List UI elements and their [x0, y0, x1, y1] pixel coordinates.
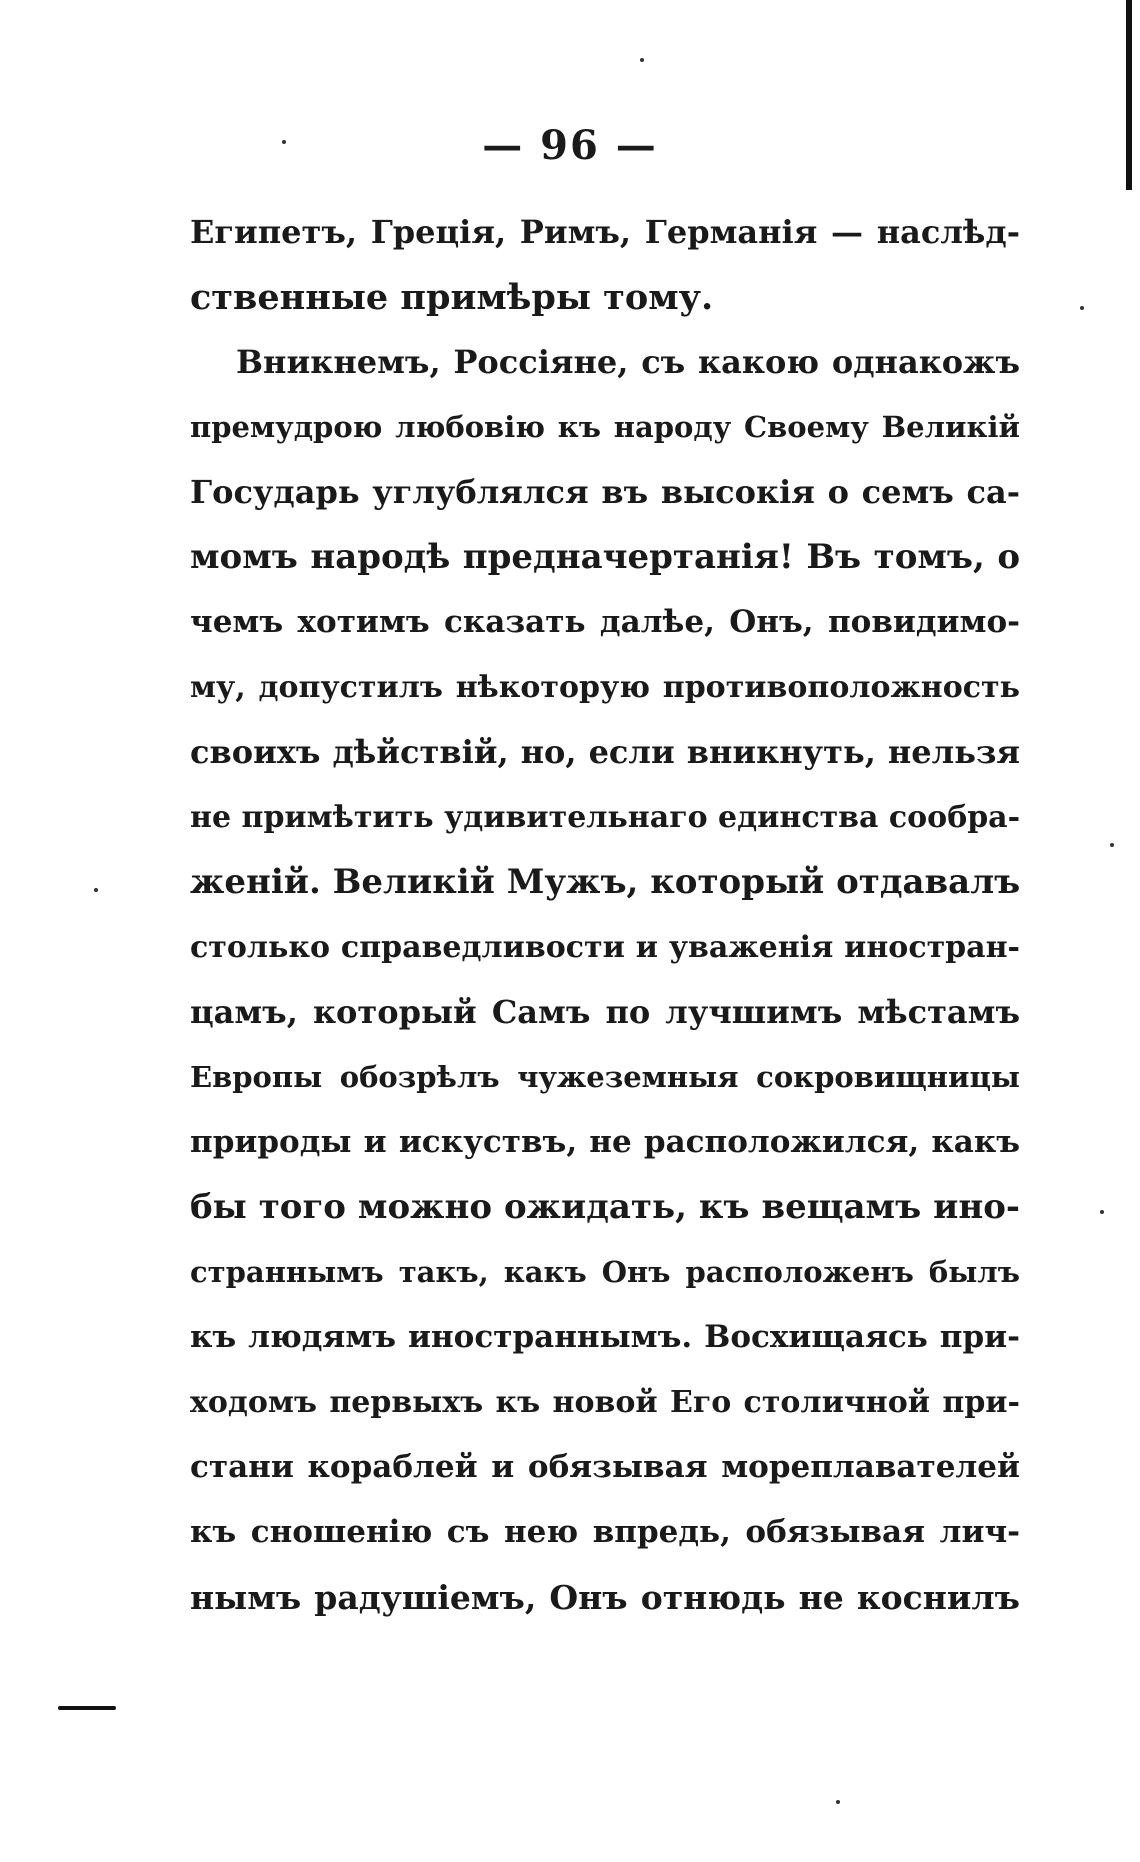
- text-line: бы того можно ожидать, къ вещамъ ино-: [190, 1187, 1020, 1227]
- text-line: ходомъ первыхъ къ новой Его столичной при-: [190, 1385, 1020, 1420]
- text-line: чемъ хотимъ сказать далѣе, Онъ, повидимо-: [190, 604, 1020, 640]
- print-speck: [1110, 843, 1114, 847]
- print-speck: [94, 888, 98, 892]
- text-line: премудрою любовію къ народу Своему Великій: [190, 410, 1020, 444]
- body-text: [190, 200, 1020, 1630]
- margin-mark: [58, 1706, 116, 1710]
- text-line: природы и искуствъ, не расположился, какъ: [190, 1124, 1020, 1160]
- page-number: — 96 —: [482, 122, 658, 169]
- text-line: цамъ, который Самъ по лучшимъ мѣстамъ: [190, 993, 1020, 1031]
- text-line: своихъ дѣйствій, но, если вникнуть, нельзя: [190, 733, 1020, 771]
- print-speck: [836, 1800, 840, 1804]
- text-line: не примѣтить удивительнаго единства сообра-: [190, 800, 1021, 835]
- text-line: му, допустилъ нѣкоторую противоположность: [190, 670, 1020, 705]
- text-line: столько справедливости и уваженія иностран-: [190, 930, 1020, 965]
- text-line: стани кораблей и обязывая мореплавателей: [190, 1449, 1020, 1485]
- print-speck: [1080, 306, 1084, 310]
- print-speck: [1100, 1210, 1104, 1214]
- text-line: женій. Великій Мужъ, который отдавалъ: [190, 862, 1021, 902]
- text-line: ственные примѣры тому.: [190, 277, 714, 318]
- text-line: Египетъ, Греція, Римъ, Германія — наслѣд-: [190, 213, 1020, 251]
- text-line: нымъ радушіемъ, Онъ отнюдь не коснилъ: [190, 1578, 1020, 1617]
- text-line: Вникнемъ, Россіяне, съ какою однакожъ: [236, 343, 1020, 381]
- text-line: къ сношенію съ нею впредь, обязывая лич-: [190, 1514, 1020, 1550]
- text-line: страннымъ такъ, какъ Онъ расположенъ былъ: [190, 1255, 1020, 1289]
- text-line: момъ народѣ предначертанія! Въ томъ, о: [190, 537, 1020, 577]
- text-line: Государь углублялся въ высокія о семъ са-: [190, 473, 1020, 511]
- text-line: къ людямъ иностраннымъ. Восхищаясь при-: [190, 1319, 1020, 1355]
- print-speck: [640, 58, 644, 62]
- text-line: Европы обозрѣлъ чужеземныя сокровищницы: [190, 1060, 1020, 1094]
